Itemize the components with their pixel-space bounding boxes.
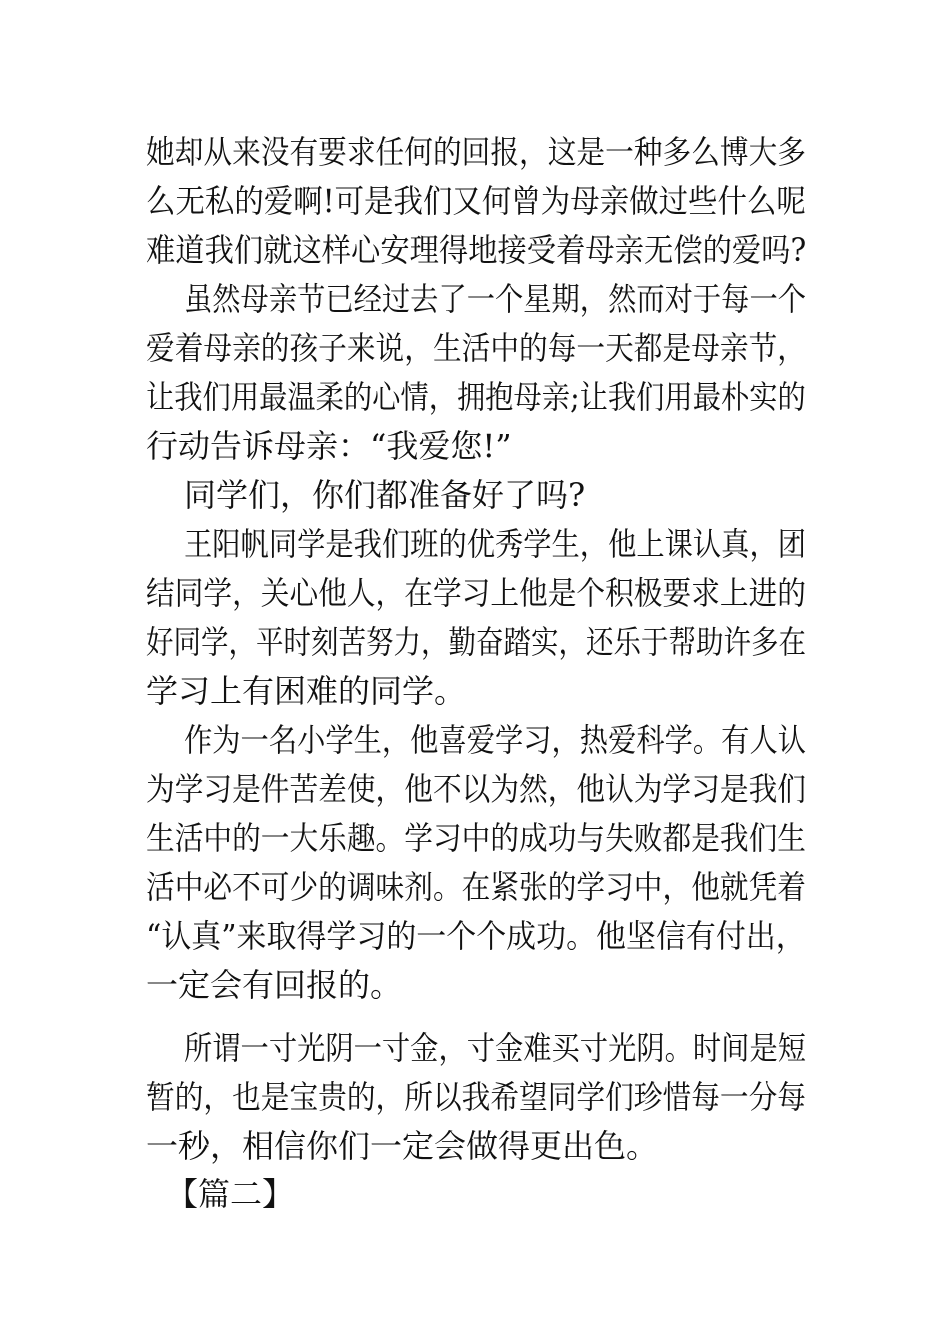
text-line: “认真”来取得学习的一个个成功。他坚信有付出， xyxy=(146,917,806,955)
section-heading: 【篇二】 xyxy=(166,1175,295,1213)
text-line: 好同学，平时刻苦努力，勤奋踏实，还乐于帮助许多在 xyxy=(146,623,807,661)
paragraph-start-line: 虽然母亲节已经过去了一个星期，然而对于每一个 xyxy=(184,280,806,318)
text-line: 一秒，相信你们一定会做得更出色。 xyxy=(146,1127,659,1165)
text-line: 么无私的爱啊!可是我们又何曾为母亲做过些什么呢 xyxy=(146,182,806,220)
text-line: 她却从来没有要求任何的回报，这是一种多么博大多 xyxy=(146,133,806,171)
text-line: 爱着母亲的孩子来说，生活中的每一天都是母亲节， xyxy=(146,329,806,367)
text-line: 学习上有困难的同学。 xyxy=(146,672,467,710)
text-line: 为学习是件苦差使，他不以为然，他认为学习是我们 xyxy=(146,770,806,808)
paragraph-start-line: 作为一名小学生，他喜爱学习，热爱科学。有人认 xyxy=(184,721,806,759)
text-line: 结同学，关心他人，在学习上他是个积极要求上进的 xyxy=(146,574,806,612)
text-line: 暂的，也是宝贵的，所以我希望同学们珍惜每一分每 xyxy=(146,1078,806,1116)
paragraph-start-line: 王阳帆同学是我们班的优秀学生，他上课认真，团 xyxy=(184,525,806,563)
text-line: 难道我们就这样心安理得地接受着母亲无偿的爱吗? xyxy=(146,231,807,269)
text-line: 活中必不可少的调味剂。在紧张的学习中，他就凭着 xyxy=(146,868,806,906)
paragraph-start-line: 所谓一寸光阴一寸金，寸金难买寸光阴。时间是短 xyxy=(184,1029,806,1067)
text-line: 行动告诉母亲：“我爱您!” xyxy=(146,427,512,465)
text-line: 生活中的一大乐趣。学习中的成功与失败都是我们生 xyxy=(146,819,806,857)
text-line: 让我们用最温柔的心情，拥抱母亲;让我们用最朴实的 xyxy=(146,378,806,416)
text-line: 一定会有回报的。 xyxy=(146,966,403,1004)
paragraph-start-line: 同学们，你们都准备好了吗? xyxy=(184,476,586,514)
